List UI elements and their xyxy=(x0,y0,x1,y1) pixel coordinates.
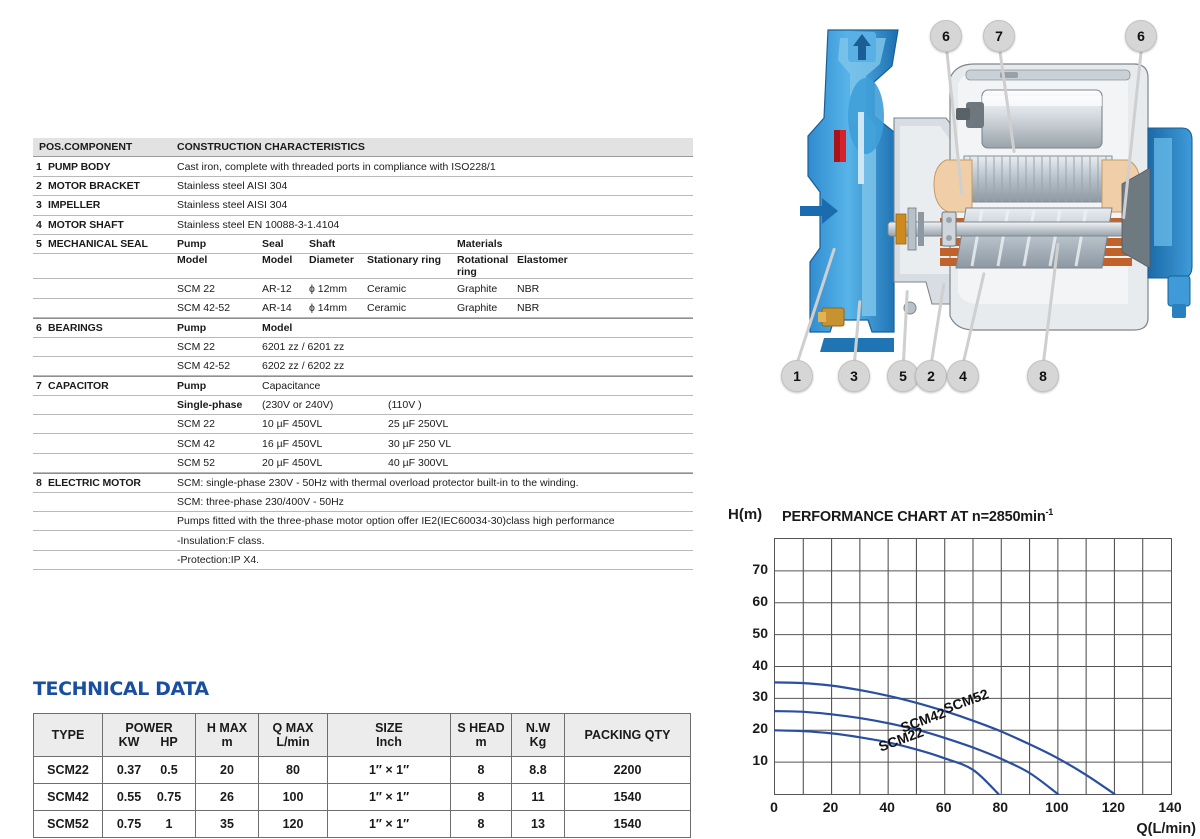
callout-bubble-7[interactable]: 7 xyxy=(983,20,1015,52)
seal-subheader-1 xyxy=(172,238,693,250)
seal-seal-model: AR-14 xyxy=(262,301,292,314)
th-hmax xyxy=(196,714,259,757)
th-power-label: POWER xyxy=(125,721,173,735)
seal-stationary: Ceramic xyxy=(367,282,407,295)
capacitor-230v: 20 µF 450VL xyxy=(262,457,323,470)
header-construction-characteristics: CONSTRUCTION CHARACTERISTICS xyxy=(177,141,365,154)
callout-bubble-5[interactable]: 5 xyxy=(887,360,919,392)
td-power xyxy=(103,784,196,811)
mechanical-seal-part xyxy=(896,208,924,250)
table-row xyxy=(33,338,693,357)
technical-data-title: TECHNICAL DATA xyxy=(33,678,209,700)
row-component: MECHANICAL SEAL xyxy=(48,238,148,251)
x-tick-120: 120 xyxy=(1101,799,1126,815)
th-qmax xyxy=(259,714,328,757)
callout-bubble-3[interactable]: 3 xyxy=(838,360,870,392)
seal-data-row xyxy=(172,283,693,295)
table-row xyxy=(33,434,693,453)
bearings-col-model: Model xyxy=(262,321,293,334)
seal-model: SCM 22 xyxy=(177,282,215,295)
capacitor-pump: SCM 42 xyxy=(177,437,215,450)
x-tick-40: 40 xyxy=(879,799,895,815)
mechanical-seal-head-row xyxy=(33,235,693,254)
callout-bubble-6-top-right[interactable]: 6 xyxy=(1125,20,1157,52)
chart-y-axis-label: H(m) xyxy=(728,506,763,523)
td-kw: 0.55 xyxy=(116,790,142,804)
row-pos: 2 xyxy=(36,179,42,192)
th-shead xyxy=(451,714,512,757)
capacitor-110v: 25 µF 250VL xyxy=(388,418,449,431)
td-packing: 1540 xyxy=(565,811,691,838)
th-size-unit: Inch xyxy=(376,735,402,749)
row-pos: 7 xyxy=(36,379,42,392)
x-tick-80: 80 xyxy=(992,799,1009,815)
td-shead: 8 xyxy=(451,811,512,838)
bearings-pump: SCM 22 xyxy=(177,340,215,353)
chart-title-text: PERFORMANCE CHART AT n=2850min xyxy=(782,508,1046,525)
callout-bubble-8[interactable]: 8 xyxy=(1027,360,1059,392)
motor-line: Pumps fitted with the three-phase motor option offer IE2(IEC60034-30)class high performance xyxy=(177,515,615,528)
seal-elastomer: NBR xyxy=(517,301,540,314)
th-qmax-unit: L/min xyxy=(276,735,310,749)
seal-model: SCM 42-52 xyxy=(177,301,231,314)
td-power xyxy=(103,757,196,784)
row-component: MOTOR SHAFT xyxy=(48,218,124,231)
table-row xyxy=(33,512,693,531)
seal-data-row xyxy=(172,302,693,314)
y-tick-50: 50 xyxy=(752,624,768,641)
header-pos-component: POS.COMPONENT xyxy=(39,141,133,154)
x-tick-100: 100 xyxy=(1045,799,1069,815)
y-tick-10: 10 xyxy=(752,752,768,769)
td-qmax: 120 xyxy=(259,811,328,838)
td-type: SCM22 xyxy=(34,757,103,784)
td-hp: 0.5 xyxy=(160,763,178,777)
table-row xyxy=(33,279,693,298)
row-pos: 5 xyxy=(36,238,42,251)
pump-cutaway-drawing xyxy=(770,8,1200,398)
capacitor-110v: 30 µF 250 VL xyxy=(388,437,452,450)
row-description: Cast iron, complete with threaded ports in compliance with ISO228/1 xyxy=(177,160,496,173)
td-power xyxy=(103,811,196,838)
th-qmax-label: Q MAX xyxy=(272,721,314,735)
td-hmax: 20 xyxy=(196,757,259,784)
performance-chart xyxy=(722,503,1200,839)
table-row xyxy=(34,811,691,838)
td-qmax: 80 xyxy=(259,757,328,784)
td-size: 1″ × 1″ xyxy=(328,757,451,784)
chart-x-axis-label: Q(L/min) xyxy=(1136,821,1196,837)
pump-body-section xyxy=(808,30,898,352)
row-pos: 4 xyxy=(36,218,42,231)
capacitor-subheader-1 xyxy=(172,380,693,392)
seal-rotational: Graphite xyxy=(457,301,498,314)
bearings-data-row xyxy=(172,341,693,353)
capacitor-col-pump: Pump xyxy=(177,379,207,392)
bearings-pump: SCM 42-52 xyxy=(177,360,231,373)
table-row xyxy=(33,531,693,550)
capacitor-col-110v: (110V ) xyxy=(388,398,422,411)
table-row xyxy=(33,415,693,434)
callout-bubble-2[interactable]: 2 xyxy=(915,360,947,392)
seal-col-model: Model xyxy=(177,254,208,267)
td-nw: 13 xyxy=(512,811,565,838)
td-packing: 2200 xyxy=(565,757,691,784)
td-nw: 8.8 xyxy=(512,757,565,784)
th-hmax-unit: m xyxy=(221,735,233,749)
td-packing: 1540 xyxy=(565,784,691,811)
bearings-model: 6201 zz / 6201 zz xyxy=(262,340,345,353)
capacitor-data-row xyxy=(172,438,693,450)
capacitor-230v: 10 µF 450VL xyxy=(262,418,323,431)
th-type: TYPE xyxy=(34,714,103,757)
th-size xyxy=(328,714,451,757)
curve-label-scm52: SCM52 xyxy=(940,685,991,717)
row-component: PUMP BODY xyxy=(48,160,111,173)
table-row xyxy=(33,299,693,318)
row-component: MOTOR BRACKET xyxy=(48,179,140,192)
capacitor-pump: SCM 22 xyxy=(177,418,215,431)
motor-line: SCM: single-phase 230V - 50Hz with thermal overload protector built-in to the winding. xyxy=(177,476,579,489)
callout-bubble-4[interactable]: 4 xyxy=(947,360,979,392)
th-power-hp: HP xyxy=(160,735,178,749)
seal-col-elastomer: Elastomer xyxy=(517,254,568,267)
chart-svg xyxy=(775,539,1171,794)
td-kw: 0.75 xyxy=(116,817,142,831)
y-tick-30: 30 xyxy=(752,688,768,705)
table-row xyxy=(33,157,693,176)
capacitor-230v: 16 µF 450VL xyxy=(262,437,323,450)
curve-label-scm22: SCM22 xyxy=(875,723,926,755)
table-row xyxy=(34,757,691,784)
x-tick-20: 20 xyxy=(822,799,839,815)
td-qmax: 100 xyxy=(259,784,328,811)
y-tick-40: 40 xyxy=(752,656,768,673)
bearings-data-row xyxy=(172,360,693,372)
row-pos: 1 xyxy=(36,160,42,173)
seal-seal-model: AR-12 xyxy=(262,282,292,295)
seal-elastomer: NBR xyxy=(517,282,540,295)
technical-data-table xyxy=(33,713,691,838)
motor-line: -Protection:IP X4. xyxy=(177,554,260,566)
seal-subheader-2 xyxy=(172,254,693,278)
y-tick-20: 20 xyxy=(752,720,768,737)
table-row xyxy=(33,454,693,473)
th-hmax-label: H MAX xyxy=(206,721,248,735)
th-size-label: SIZE xyxy=(375,721,403,735)
th-packing: PACKING QTY xyxy=(565,714,691,757)
row-description: Stainless steel EN 10088-3-1.4104 xyxy=(177,218,340,231)
x-tick-140: 140 xyxy=(1158,799,1182,815)
callout-bubble-6-top-left[interactable]: 6 xyxy=(930,20,962,52)
table-row xyxy=(33,493,693,512)
seal-col-seal: Seal xyxy=(262,238,284,251)
curve-label-scm42: SCM42 xyxy=(898,704,948,736)
th-shead-label: S HEAD xyxy=(457,721,505,735)
th-shead-unit: m xyxy=(475,735,487,749)
capacitor-col-phase: Single-phase xyxy=(177,398,243,411)
td-type: SCM52 xyxy=(34,811,103,838)
seal-col-seal-model: Model xyxy=(262,254,293,267)
row-description: Stainless steel AISI 304 xyxy=(177,179,288,192)
seal-col-stationary: Stationary ring xyxy=(367,254,442,267)
bearings-model: 6202 zz / 6202 zz xyxy=(262,360,345,373)
table-row xyxy=(33,357,693,376)
seal-col-diameter: Diameter xyxy=(309,254,354,267)
td-kw: 0.37 xyxy=(116,763,142,777)
seal-stationary: Ceramic xyxy=(367,301,407,314)
th-nw-unit: Kg xyxy=(529,735,547,749)
electric-motor-head-row xyxy=(33,473,693,492)
seal-col-materials: Materials xyxy=(457,238,503,251)
row-pos: 8 xyxy=(36,476,42,489)
seal-diameter: ϕ 12mm xyxy=(309,282,347,295)
td-hmax: 26 xyxy=(196,784,259,811)
th-nw-label: N.W xyxy=(525,721,551,735)
y-tick-70: 70 xyxy=(752,560,768,577)
table-row xyxy=(33,177,693,196)
stator-core xyxy=(964,156,1112,202)
capacitor-data-row xyxy=(172,418,693,430)
td-type: SCM42 xyxy=(34,784,103,811)
row-description: Stainless steel AISI 304 xyxy=(177,199,288,212)
seal-col-pump: Pump xyxy=(177,238,207,251)
capacitor-pump: SCM 52 xyxy=(177,457,215,470)
row-pos: 3 xyxy=(36,199,42,212)
capacitor-data-row xyxy=(172,457,693,469)
bearings-subheader xyxy=(172,322,693,334)
callout-bubble-1[interactable]: 1 xyxy=(781,360,813,392)
bearings-col-pump: Pump xyxy=(177,321,207,334)
td-hmax: 35 xyxy=(196,811,259,838)
td-size: 1″ × 1″ xyxy=(328,784,451,811)
x-tick-0: 0 xyxy=(770,799,778,815)
table-row xyxy=(34,784,691,811)
th-power xyxy=(103,714,196,757)
capacitor-subhead-row xyxy=(33,396,693,415)
td-shead: 8 xyxy=(451,784,512,811)
seal-col-rotational: Rotational ring xyxy=(457,254,509,279)
motor-line: SCM: three-phase 230/400V - 50Hz xyxy=(177,495,344,508)
capacitor-subheader-2 xyxy=(172,399,693,411)
td-size: 1″ × 1″ xyxy=(328,811,451,838)
pump-cutaway-figure xyxy=(770,8,1200,398)
row-component: IMPELLER xyxy=(48,199,101,212)
tech-header-row xyxy=(34,714,691,757)
td-nw: 11 xyxy=(512,784,565,811)
chart-plot-area xyxy=(774,538,1172,795)
bearings-head-row xyxy=(33,318,693,337)
td-hp: 0.75 xyxy=(156,790,182,804)
chart-title-exponent: -1 xyxy=(1045,507,1054,517)
seal-diameter: ϕ 14mm xyxy=(309,301,347,314)
seal-spacer xyxy=(367,238,457,250)
capacitor-col-230v: (230V or 240V) xyxy=(262,398,334,411)
table-header-row xyxy=(33,138,693,157)
construction-characteristics-table xyxy=(33,138,693,570)
motor-line: -Insulation:F class. xyxy=(177,534,265,547)
seal-rotational: Graphite xyxy=(457,282,498,295)
x-tick-60: 60 xyxy=(935,799,952,815)
chart-title xyxy=(782,507,1053,525)
row-component: ELECTRIC MOTOR xyxy=(48,476,141,489)
table-row xyxy=(33,551,693,570)
th-nw xyxy=(512,714,565,757)
row-component: BEARINGS xyxy=(48,321,103,334)
mechanical-seal-subhead-row xyxy=(33,254,693,279)
td-shead: 8 xyxy=(451,757,512,784)
y-tick-60: 60 xyxy=(752,592,768,609)
table-row xyxy=(33,196,693,215)
seal-col-shaft: Shaft xyxy=(309,238,336,251)
capacitor-col-capacitance: Capacitance xyxy=(262,379,321,392)
capacitor-110v: 40 µF 300VL xyxy=(388,457,449,470)
capacitor-head-row xyxy=(33,376,693,395)
row-pos: 6 xyxy=(36,321,42,334)
td-hp: 1 xyxy=(165,817,173,831)
table-row xyxy=(33,216,693,235)
th-power-kw: KW xyxy=(118,735,140,749)
row-component: CAPACITOR xyxy=(48,379,109,392)
